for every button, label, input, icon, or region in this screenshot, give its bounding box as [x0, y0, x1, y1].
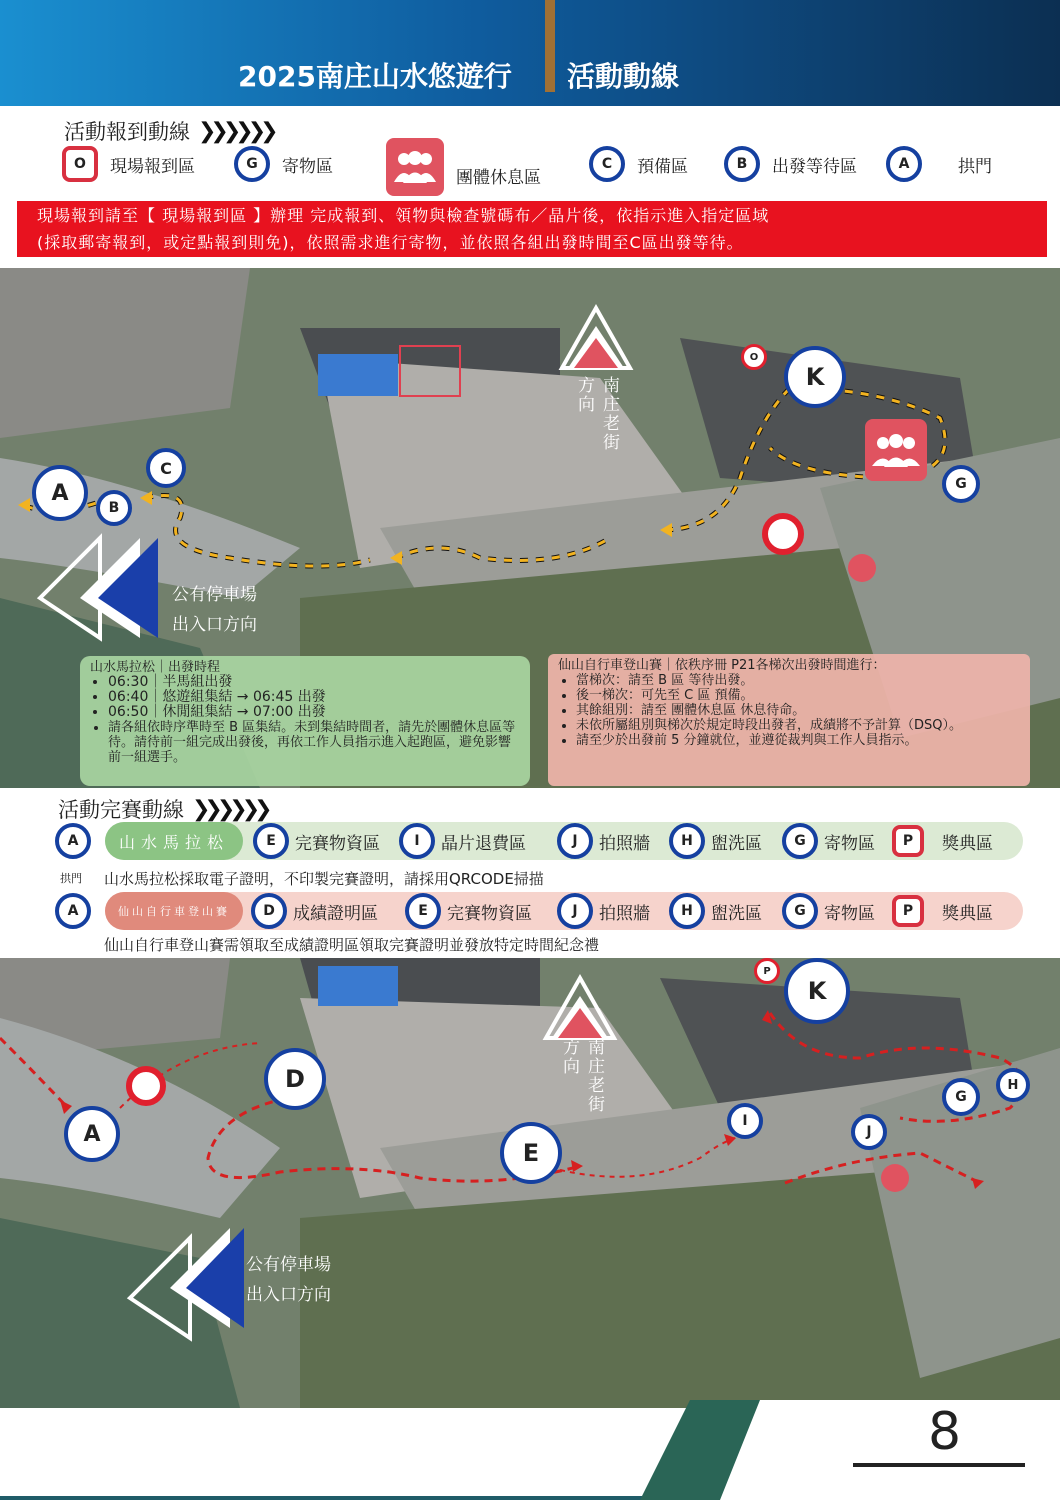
finish-item: [782, 822, 875, 860]
p-marker-icon: P: [892, 825, 924, 857]
marker-g: G: [942, 1078, 980, 1116]
event-title: 2025南庄山水悠遊行: [238, 60, 512, 93]
finish-item: [399, 822, 526, 860]
finish-item-label: 成績證明區: [293, 903, 378, 924]
checkin-section-title: [64, 116, 273, 146]
marker-a: A: [64, 1106, 120, 1162]
list-item: • 請各組依時序準時至 B 區集結。未到集結時間者，請先於團體休息區等待。請待前一組完成出發後，再依工作人員指示進入起跑區，避免影響前一組選手。: [108, 720, 520, 765]
cycling-schedule-box: [548, 654, 1030, 786]
g-marker-icon: G: [782, 893, 818, 929]
chevrons-icon: ❯❯❯❯❯❯: [198, 118, 273, 144]
finish-item-label: 寄物區: [824, 833, 875, 854]
j-marker-icon: J: [557, 823, 593, 859]
finish-item: [251, 892, 378, 930]
parking-label-line-1: 公有停車場: [172, 585, 257, 605]
marker-k: K: [784, 958, 850, 1024]
parking-label-1: [172, 580, 257, 640]
notice-line-2: (採取郵寄報到，或定點報到則免)，依照需求進行寄物，並依照各組出發時間至C區出發等待。: [37, 233, 744, 252]
j-marker-icon: J: [557, 893, 593, 929]
page-number-underline: [853, 1463, 1025, 1467]
checkin-legend: [62, 146, 1052, 186]
header-divider: [545, 0, 555, 92]
marker-j: J: [851, 1114, 887, 1150]
finish-route-map: [0, 958, 1060, 1408]
finish-item: [253, 822, 380, 860]
direction-label-2: 南庄老街方向: [559, 1038, 604, 1114]
cycling-box-title: 仙山自行車登山賽｜依秩序冊 P21各梯次出發時間進行：: [558, 658, 886, 673]
notice-line-1: 現場報到請至【 現場報到區 】辦理 完成報到、領物與檢查號碼布／晶片後，依指示進入指定區域: [37, 206, 770, 225]
marker-o-checkin: [762, 513, 804, 555]
finish-item: [892, 892, 993, 930]
marker-d: D: [264, 1048, 326, 1110]
checkin-o-icon: O: [62, 146, 98, 182]
arch-label: 拱門: [60, 872, 82, 885]
cycling-box-list: [576, 673, 1020, 748]
finish-item: [669, 892, 762, 930]
marker-i: I: [727, 1103, 763, 1139]
e-marker-icon: E: [253, 823, 289, 859]
a-marker-icon: A: [886, 146, 922, 182]
finish-item-label: 盥洗區: [711, 833, 762, 854]
list-item: • 請至少於出發前 5 分鐘就位，並遵從裁判與工作人員指示。: [576, 733, 1020, 748]
marathon-pill: 山水馬拉松: [105, 822, 243, 860]
finish-item-label: 拍照牆: [599, 903, 650, 924]
finish-section-label: 活動完賽動線: [58, 798, 184, 822]
chevrons-icon: ❯❯❯❯❯❯: [192, 796, 267, 822]
b-marker-icon: B: [724, 146, 760, 182]
legend-item-prep: [589, 146, 688, 182]
a-marker-icon: A: [55, 823, 91, 859]
checkin-route-map: [0, 268, 1060, 788]
marker-e: E: [500, 1122, 562, 1184]
legend-label: 預備區: [637, 156, 688, 177]
i-marker-icon: I: [399, 823, 435, 859]
finish-item: [782, 892, 875, 930]
legend-item-waiting: [724, 146, 857, 182]
d-marker-icon: D: [251, 893, 287, 929]
finish-row-marathon: [55, 822, 1023, 860]
page-header: [0, 0, 1060, 106]
g-marker-icon: G: [234, 146, 270, 182]
parking-label-line-1: 公有停車場: [246, 1255, 331, 1275]
legend-label: 現場報到區: [110, 156, 195, 177]
g-marker-icon: G: [782, 823, 818, 859]
finish-item: [669, 822, 762, 860]
list-item: • 當梯次：請至 B 區 等待出發。: [576, 673, 1020, 688]
c-marker-icon: C: [589, 146, 625, 182]
marker-k: K: [784, 346, 846, 408]
legend-item-checkin: [62, 146, 195, 182]
cycling-pill: 仙山自行車登山賽: [105, 892, 243, 930]
marker-p-small: P: [754, 958, 780, 984]
legend-item-storage: [234, 146, 333, 182]
marker-g: G: [942, 465, 980, 503]
list-item: • 其餘組別：請至 團體休息區 休息待命。: [576, 703, 1020, 718]
a-marker-icon: A: [55, 893, 91, 929]
finish-item: [557, 822, 650, 860]
h-marker-icon: H: [669, 893, 705, 929]
legend-item-arch: [886, 146, 992, 182]
list-item: • 後一梯次：可先至 C 區 預備。: [576, 688, 1020, 703]
finish-item: [892, 822, 993, 860]
marker-c: C: [146, 448, 186, 488]
finish-item-label: 拍照牆: [599, 833, 650, 854]
finish-item-label: 完賽物資區: [295, 833, 380, 854]
legend-item-rest: [386, 138, 541, 196]
legend-label: 拱門: [958, 156, 992, 177]
finish-item: [405, 892, 532, 930]
legend-label: 出發等待區: [772, 156, 857, 177]
list-item: • 未依所屬組別與梯次於規定時段出發者，成績將不予計算（DSQ）。: [576, 718, 1020, 733]
finish-item-label: 獎典區: [942, 903, 993, 924]
parking-label-line-2: 出入口方向: [246, 1285, 331, 1305]
direction-label-1: 南庄老街方向: [574, 376, 619, 452]
list-item: • 06:30｜半馬組出發: [108, 675, 520, 690]
finish-item: [557, 892, 650, 930]
parking-label-2: [246, 1250, 331, 1310]
finish-row-cycling: [55, 892, 1023, 930]
group-rest-icon: [386, 138, 444, 196]
page-number: 8: [928, 1402, 962, 1462]
marathon-box-list: [108, 675, 520, 765]
legend-label: 團體休息區: [456, 167, 541, 188]
finish-item-label: 寄物區: [824, 903, 875, 924]
marker-o-small: O: [741, 344, 767, 370]
marathon-schedule-box: [80, 656, 530, 786]
finish-section-title: [58, 794, 267, 824]
list-item: • 06:40｜悠遊組集結 → 06:45 出發: [108, 690, 520, 705]
list-item: • 06:50｜休閒組集結 → 07:00 出發: [108, 705, 520, 720]
footer-band: [0, 1400, 1060, 1500]
page-subtitle: 活動動線: [567, 60, 680, 93]
marker-h: H: [996, 1068, 1030, 1102]
parking-label-line-2: 出入口方向: [172, 615, 257, 635]
h-marker-icon: H: [669, 823, 705, 859]
legend-label: 寄物區: [282, 156, 333, 177]
p-marker-icon: P: [892, 895, 924, 927]
finish-item-label: 獎典區: [942, 833, 993, 854]
checkin-section-label: 活動報到動線: [64, 120, 190, 144]
marathon-cert-note: 山水馬拉松採取電子證明，不印製完賽證明，請採用QRCODE掃描: [104, 870, 544, 888]
marathon-box-title: 山水馬拉松｜出發時程: [90, 660, 221, 675]
marker-a: A: [32, 465, 88, 521]
finish-item-label: 晶片退費區: [441, 833, 526, 854]
checkin-notice: [17, 201, 1047, 257]
finish-item-label: 完賽物資區: [447, 903, 532, 924]
finish-item-label: 盥洗區: [711, 903, 762, 924]
e-marker-icon: E: [405, 893, 441, 929]
cycling-cert-note: 仙山自行車登山賽需領取至成績證明區領取完賽證明並發放特定時間紀念禮: [104, 936, 600, 954]
marker-b: B: [96, 490, 132, 526]
marker-o-finish: [126, 1066, 166, 1106]
